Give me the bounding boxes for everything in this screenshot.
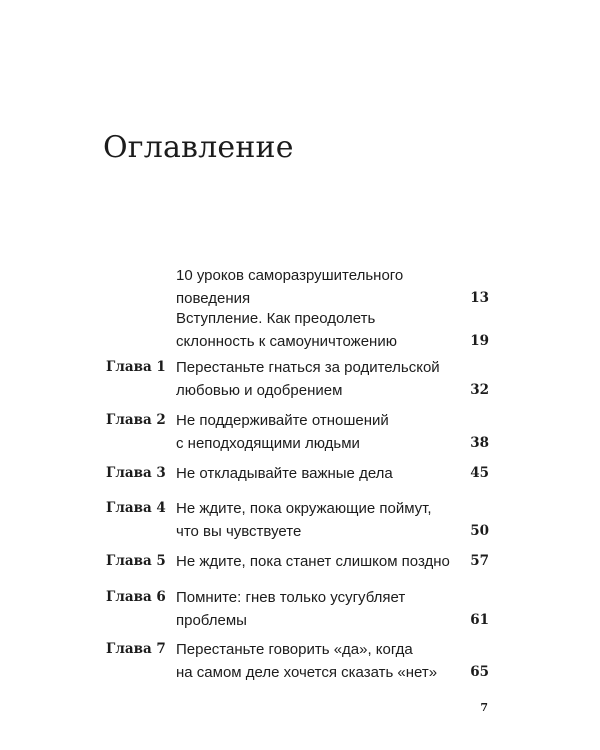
toc-page-number: 45 xyxy=(470,465,489,481)
toc-entry-line: Не поддерживайте отношений xyxy=(176,412,389,429)
toc-chapter-label: Глава 6 xyxy=(106,589,166,605)
toc-entry-line: Вступление. Как преодолеть xyxy=(176,310,376,327)
toc-page-number: 38 xyxy=(470,435,489,451)
toc-entry-title xyxy=(176,356,466,402)
toc-entry-title xyxy=(176,462,466,485)
toc-page-number: 61 xyxy=(470,612,489,628)
toc-entry-line: Не ждите, пока станет слишком поздно xyxy=(176,553,450,570)
toc-page-number: 57 xyxy=(470,553,489,569)
toc-entry-title xyxy=(176,638,466,684)
toc-page-number: 32 xyxy=(470,382,489,398)
toc-entry-line: поведения xyxy=(176,290,251,307)
toc-chapter-label: Глава 2 xyxy=(106,412,166,428)
toc-entry-line: с неподходящими людьми xyxy=(176,435,360,452)
toc-page-number: 50 xyxy=(470,523,489,539)
toc-chapter-label: Глава 1 xyxy=(106,359,166,375)
toc-entry-line: Не откладывайте важные дела xyxy=(176,465,393,482)
toc-entry-title xyxy=(176,497,466,543)
toc-entry-line: Не ждите, пока окружающие поймут, xyxy=(176,500,432,517)
toc-entry-line: 10 уроков саморазрушительного xyxy=(176,267,404,284)
page-folio-number: 7 xyxy=(480,701,488,714)
toc-page-number: 13 xyxy=(470,290,489,306)
toc-chapter-label: Глава 3 xyxy=(106,465,166,481)
toc-entry-title xyxy=(176,586,466,632)
toc-entry-line: Помните: гнев только усугубляет xyxy=(176,589,406,606)
toc-chapter-label: Глава 4 xyxy=(106,500,166,516)
toc-entry-line: Перестаньте гнаться за родительской xyxy=(176,359,440,376)
toc-entry-title xyxy=(176,264,466,310)
toc-page-number: 65 xyxy=(470,664,489,680)
page-title: Оглавление xyxy=(103,130,294,165)
toc-entry-line: Перестаньте говорить «да», когда xyxy=(176,641,413,658)
toc-entry-line: любовью и одобрением xyxy=(176,382,343,399)
toc-entry-line: проблемы xyxy=(176,612,247,629)
toc-entry-title xyxy=(176,307,466,353)
toc-entry-title xyxy=(176,409,466,455)
toc-entry-title xyxy=(176,550,466,573)
toc-entry-line: склонность к самоуничтожению xyxy=(176,333,397,350)
toc-chapter-label: Глава 7 xyxy=(106,641,166,657)
toc-entry-line: на самом деле хочется сказать «нет» xyxy=(176,664,438,681)
toc-chapter-label: Глава 5 xyxy=(106,553,166,569)
toc-page-number: 19 xyxy=(470,333,489,349)
toc-entry-line: что вы чувствуете xyxy=(176,523,302,540)
